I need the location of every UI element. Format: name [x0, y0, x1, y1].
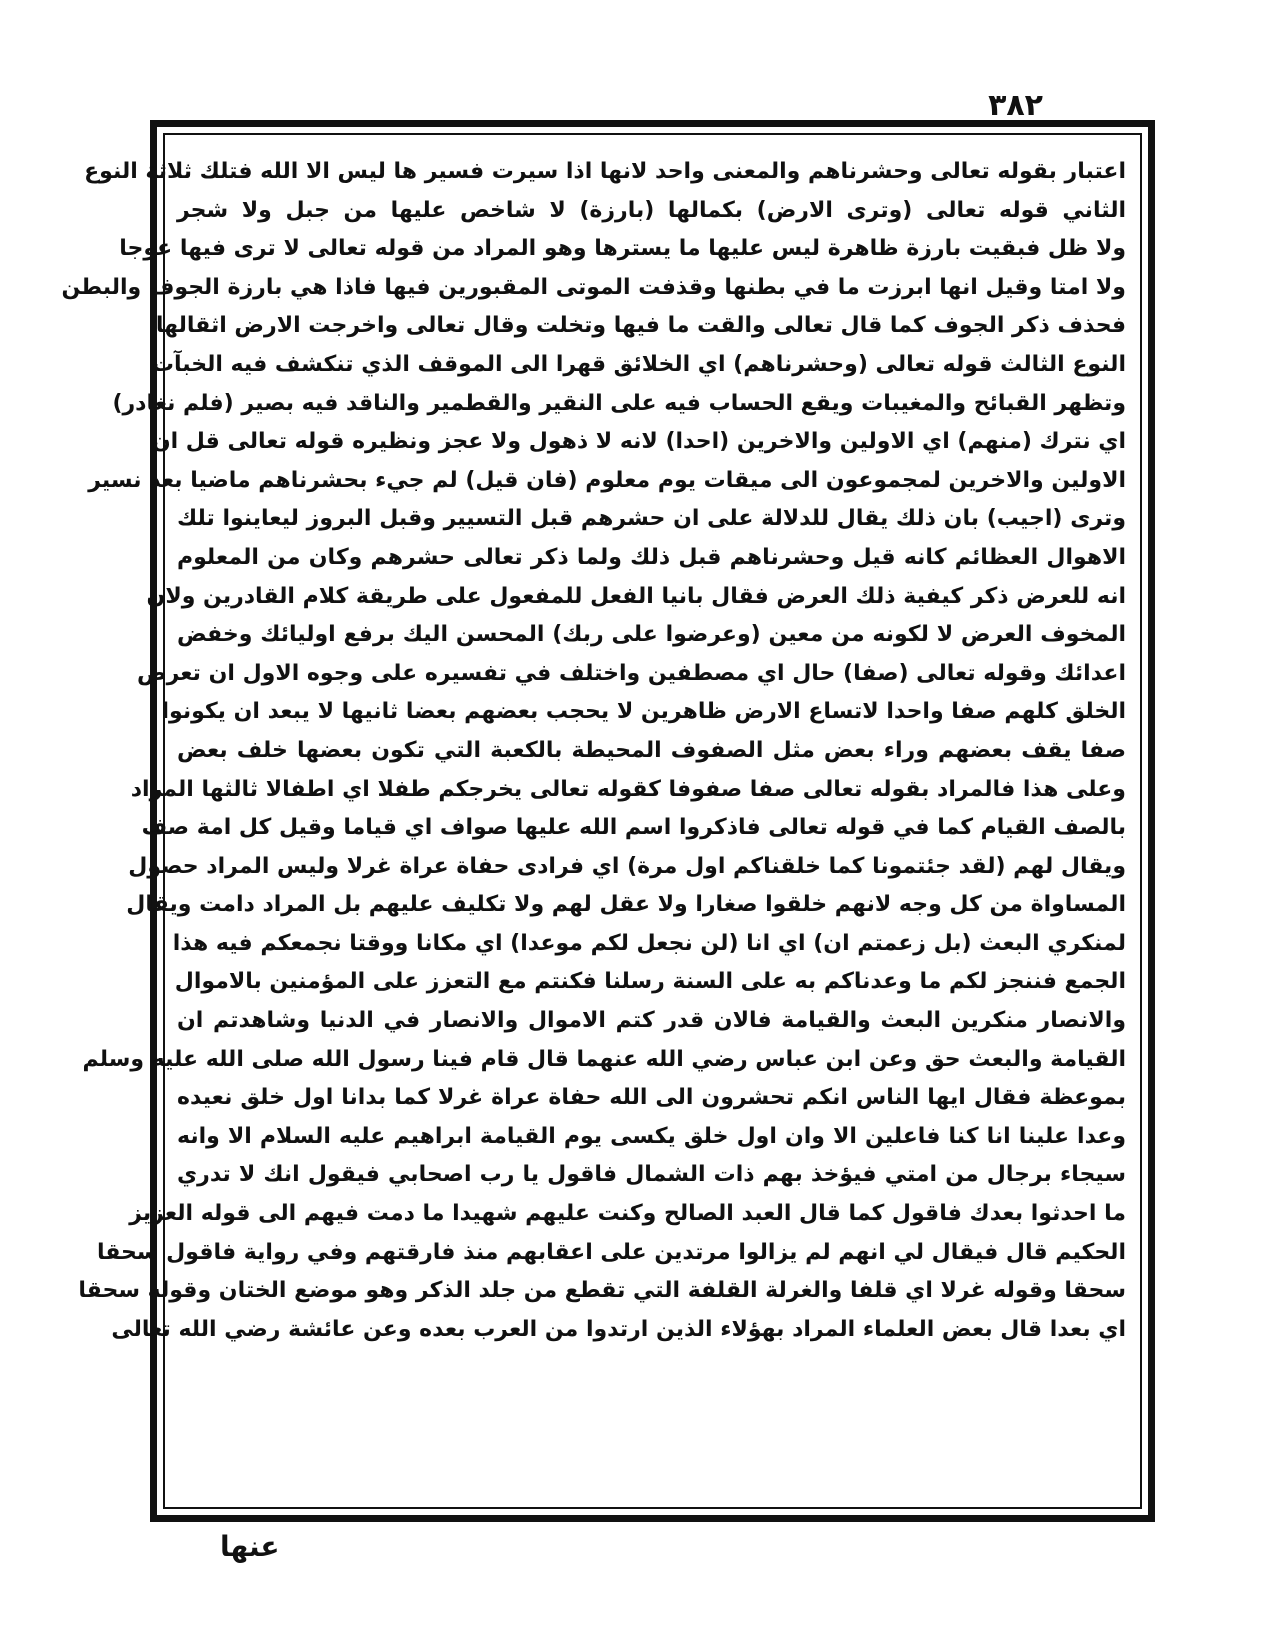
- text-line: الاولين والاخرين لمجموعون الى ميقات يوم معلوم (فان قيل) لم جيء بحشرناهم ماضيا بعد نسير: [88, 467, 1126, 493]
- text-line: ويقال لهم (لقد جئتمونا كما خلقناكم اول مرة) اي فرادى حفاة عراة غرلا وليس المراد حصول: [128, 853, 1126, 879]
- text-line: وعلى هذا فالمراد بقوله تعالى صفا صفوفا كقوله تعالى يخرجكم طفلا اي اطفالا ثالثها المراد: [130, 776, 1126, 802]
- page-border: [61, 120, 1155, 1522]
- inner-border: [61, 133, 1142, 1509]
- text-line: وعدا علينا انا كنا فاعلين الا وان اول خلق يكسى يوم القيامة ابراهيم عليه السلام الا وانه: [177, 1123, 1126, 1149]
- text-line: اي بعدا قال بعض العلماء المراد بهؤلاء الذين ارتدوا من العرب بعده وعن عائشة رضي الله تعالى: [111, 1316, 1126, 1342]
- text-line: اي نترك (منهم) اي الاولين والاخرين (احدا) لانه لا ذهول ولا عجز ونظيره قوله تعالى قل ان: [151, 429, 1126, 455]
- text-line: القيامة والبعث حق وعن ابن عباس رضي الله عنهما قال قام فينا رسول الله صلى الله عليه وسلم: [82, 1046, 1126, 1072]
- text-line: سحقا وقوله غرلا اي قلفا والغرلة القلفة التي تقطع من جلد الذكر وهو موضع الختان وقوله سحقا: [78, 1278, 1126, 1304]
- text-line: ولا امتا وقيل انها ابرزت ما في بطنها وقذفت الموتى المقبورين فيها فاذا هي بارزة الجوف والبطن: [61, 274, 1126, 300]
- main-text: [61, 153, 1126, 1495]
- text-line: بالصف القيام كما في قوله تعالى فاذكروا اسم الله عليها صواف اي قياما وقيل كل امة صف: [141, 815, 1126, 841]
- text-line: وتظهر القبائح والمغيبات ويقع الحساب فيه على النقير والقطمير والناقد فيه بصير (فلم نغادر): [112, 390, 1126, 416]
- catchword: عنها: [220, 1530, 280, 1563]
- text-line: الخلق كلهم صفا واحدا لاتساع الارض ظاهرين لا يحجب بعضهم بعضا ثانيها لا يبعد ان يكونوا: [161, 699, 1126, 725]
- text-line: المساواة من كل وجه لانهم خلقوا صغارا ولا عقل لهم ولا تكليف عليهم بل المراد دامت ويقال: [126, 892, 1126, 918]
- text-line: اعتبار بقوله تعالى وحشرناهم والمعنى واحد لانها اذا سيرت فسير ها ليس الا الله فتلك ثلاثة النوع: [84, 159, 1126, 184]
- text-line: الجمع فننجز لكم ما وعدناكم به على السنة رسلنا فكنتم مع التعزز على المؤمنين بالاموال: [174, 969, 1126, 995]
- text-line: بموعظة فقال ايها الناس انكم تحشرون الى الله حفاة عراة غرلا كما بدانا اول خلق نعيده: [177, 1085, 1126, 1111]
- text-line: والانصار منكرين البعث والقيامة فالان قدر كتم الاموال والانصار في الدنيا وشاهدتم ان: [177, 1008, 1126, 1034]
- text-line: لمنكري البعث (بل زعمتم ان) اي انا (لن نجعل لكم موعدا) اي مكانا ووقتا نجمعكم فيه هذا: [172, 930, 1126, 956]
- text-line: صفا يقف بعضهم وراء بعض مثل الصفوف المحيطة بالكعبة التي تكون بعضها خلف بعض: [177, 737, 1126, 763]
- text-line: المخوف العرض لا لكونه من معين (وعرضوا على ربك) المحسن اليك برفع اوليائك وخفض: [177, 622, 1126, 648]
- text-line: الثاني قوله تعالى (وترى الارض) بكمالها (بارزة) لا شاخص عليها من جبل ولا شجر: [177, 197, 1126, 223]
- text-line: اعدائك وقوله تعالى (صفا) حال اي مصطفين واختلف في تفسيره على وجوه الاول ان تعرض: [136, 660, 1126, 686]
- text-line: ما احدثوا بعدك فاقول كما قال العبد الصالح وكنت عليهم شهيدا ما دمت فيهم الى قوله العزيز: [129, 1201, 1126, 1227]
- text-line: النوع الثالث قوله تعالى (وحشرناهم) اي الخلائق قهرا الى الموقف الذي تنكشف فيه الخبآت: [151, 351, 1126, 377]
- page-number: ٣٨٢: [988, 88, 1043, 123]
- text-line: وترى (اجيب) بان ذلك يقال للدلالة على ان حشرهم قبل التسيير وقبل البروز ليعاينوا تلك: [177, 506, 1126, 532]
- text-line: ولا ظل فبقيت بارزة ظاهرة ليس عليها ما يسترها وهو المراد من قوله تعالى لا ترى فيها عوجا: [119, 236, 1126, 262]
- text-line: الحكيم قال فيقال لي انهم لم يزالوا مرتدين على اعقابهم منذ فارقتهم وفي رواية فاقول سحقا: [96, 1239, 1126, 1265]
- text-line: انه للعرض ذكر كيفية ذلك العرض فقال بانيا الفعل للمفعول على طريقة كلام القادرين ولان: [146, 583, 1126, 609]
- text-line: سيجاء برجال من امتي فيؤخذ بهم ذات الشمال فاقول يا رب اصحابي فيقول انك لا تدري: [177, 1162, 1126, 1188]
- text-line: فحذف ذكر الجوف كما قال تعالى والقت ما فيها وتخلت وقال تعالى واخرجت الارض اثقالها: [155, 313, 1126, 339]
- text-line: الاهوال العظائم كانه قيل وحشرناهم قبل ذلك ولما ذكر تعالى حشرهم وكان من المعلوم: [177, 544, 1126, 570]
